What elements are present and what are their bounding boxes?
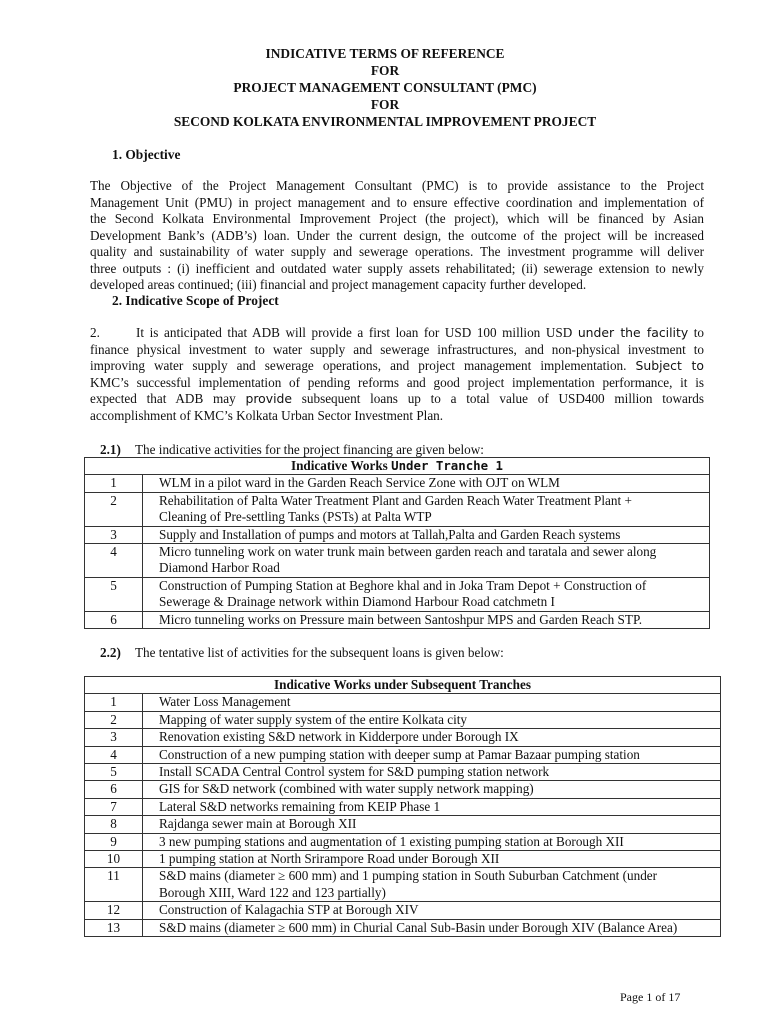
- paragraph-line: Development Bank’s (ADB’s) loan. Under the current design, the outcome of the project will be increased: [90, 227, 704, 243]
- title-line: SECOND KOLKATA ENVIRONMENTAL IMPROVEMENT PROJECT: [173, 114, 597, 129]
- table-1-caption: [100, 442, 484, 458]
- text-run: improving water supply and sewerage operations, and project management implementation.: [90, 358, 636, 373]
- description-line: Mapping of water supply system of the entire Kolkata city: [159, 711, 468, 727]
- title-line: FOR: [370, 97, 400, 112]
- description-line: WLM in a pilot ward in the Garden Reach Service Zone with OJT on WLM: [159, 475, 560, 491]
- row-number: 12: [85, 902, 143, 919]
- paragraph-line: three outputs : (i) inefficient and outdated water supply assets rehabilitated; (ii) sewerage extension to newly: [90, 260, 704, 276]
- paragraph-line: Management Unit (PMU) in project management and to ensure effective coordination and implementation of: [90, 194, 704, 210]
- description-line: Supply and Installation of pumps and motors at Tallah,Palta and Garden Reach systems: [159, 526, 621, 542]
- row-number: 11: [85, 868, 143, 902]
- table-row: [85, 729, 721, 746]
- description-line: S&D mains (diameter ≥ 600 mm) and 1 pumping station in South Suburban Catchment (under: [159, 868, 658, 884]
- table-row: [85, 868, 721, 902]
- section-2-heading: 2. Indicative Scope of Project: [112, 293, 279, 308]
- table-row: [85, 526, 710, 543]
- row-number: 4: [85, 746, 143, 763]
- row-description: [143, 746, 721, 763]
- section-1-heading: 1. Objective: [112, 147, 181, 162]
- text-run: expected that ADB may: [90, 391, 246, 406]
- table-row: [85, 746, 721, 763]
- table-row: [85, 611, 710, 628]
- table-header-row: [85, 458, 710, 475]
- description-line: Micro tunneling works on Pressure main between Santoshpur MPS and Garden Reach STP.: [159, 611, 643, 627]
- description-line: S&D mains (diameter ≥ 600 mm) in Churial Canal Sub-Basin under Borough XIV (Balance Area): [159, 919, 678, 935]
- row-number: 2: [85, 492, 143, 526]
- row-number: 6: [85, 781, 143, 798]
- table-row: [85, 781, 721, 798]
- row-number: 10: [85, 851, 143, 868]
- description-line: 1 pumping station at North Srirampore Road under Borough XII: [159, 851, 500, 867]
- table-body: [85, 475, 710, 629]
- caption-number: 2.2): [100, 645, 121, 660]
- row-description: [143, 764, 721, 781]
- row-number: 5: [85, 577, 143, 611]
- row-number: 3: [85, 526, 143, 543]
- page-number: Page 1 of 17: [620, 990, 681, 1004]
- row-description: [143, 577, 710, 611]
- description-line: Construction of Pumping Station at Beghore khal and in Joka Tram Depot + Construction of: [159, 577, 647, 593]
- row-description: [143, 798, 721, 815]
- table-row: [85, 902, 721, 919]
- table-body: [85, 694, 721, 937]
- title-line: INDICATIVE TERMS OF REFERENCE: [265, 46, 505, 61]
- table-row: [85, 711, 721, 728]
- row-number: 8: [85, 816, 143, 833]
- paragraph-line: [90, 325, 704, 342]
- row-number: 7: [85, 798, 143, 815]
- text-run: to: [688, 325, 704, 340]
- description-line: Install SCADA Central Control system for S&D pumping station network: [159, 764, 550, 780]
- row-description: [143, 833, 721, 850]
- table-row: [85, 492, 710, 526]
- row-description: [143, 544, 710, 578]
- row-description: [143, 919, 721, 936]
- description-line: Water Loss Management: [159, 694, 291, 710]
- row-description: [143, 868, 721, 902]
- table-row: [85, 764, 721, 781]
- paragraph-line: The Objective of the Project Management Consultant (PMC) is to provide assistance to the Project: [90, 178, 704, 193]
- description-line: Renovation existing S&D network in Kidderpore under Borough IX: [159, 729, 519, 745]
- paragraph-line: quality and sustainability of water supply and sewerage operations. The investment programme will deliver: [90, 244, 704, 259]
- objective-paragraph: [90, 178, 704, 294]
- paragraph-number: 2.: [90, 325, 100, 340]
- table-row: [85, 475, 710, 492]
- description-line: Cleaning of Pre-settling Tanks (PSTs) at Palta WTP: [159, 509, 432, 525]
- paragraph-line: KMC’s successful implementation of pending reforms and good project implementation performance, it is: [90, 374, 704, 390]
- description-line: Lateral S&D networks remaining from KEIP Phase 1: [159, 798, 441, 814]
- paragraph-line: accomplishment of KMC’s Kolkata Urban Sector Investment Plan.: [90, 407, 444, 423]
- description-line: Borough XIII, Ward 122 and 123 partially): [159, 884, 386, 900]
- table-row: [85, 833, 721, 850]
- table-header: [85, 458, 710, 475]
- row-number: 1: [85, 475, 143, 492]
- description-line: Rehabilitation of Palta Water Treatment Plant and Garden Reach Water Treatment Plant +: [159, 492, 632, 508]
- table-row: [85, 577, 710, 611]
- row-description: [143, 816, 721, 833]
- row-number: 13: [85, 919, 143, 936]
- caption-text: The indicative activities for the project financing are given below:: [135, 442, 484, 457]
- text-run: It is anticipated that ADB will provide a first loan for USD 100 million USD: [136, 325, 578, 340]
- table-2-caption: [100, 645, 504, 661]
- row-description: [143, 781, 721, 798]
- row-description: [143, 611, 710, 628]
- table-row: [85, 798, 721, 815]
- row-number: 9: [85, 833, 143, 850]
- description-line: Rajdanga sewer main at Borough XII: [159, 816, 357, 832]
- title-line: FOR: [370, 63, 400, 78]
- row-number: 1: [85, 694, 143, 711]
- title-line: PROJECT MANAGEMENT CONSULTANT (PMC): [233, 80, 537, 95]
- subsequent-tranches-table: [84, 676, 721, 937]
- table-header-row: [85, 677, 721, 694]
- paragraph-line: [90, 358, 704, 375]
- caption-number: 2.1): [100, 442, 121, 457]
- description-line: GIS for S&D network (combined with water supply network mapping): [159, 781, 534, 797]
- table-row: [85, 851, 721, 868]
- text-run: subsequent loans up to a total value of USD400 million towards: [292, 391, 704, 406]
- table-row: [85, 919, 721, 936]
- description-line: Diamond Harbor Road: [159, 560, 280, 576]
- row-description: [143, 492, 710, 526]
- text-run: Subject to: [635, 358, 705, 373]
- table-header: Indicative Works under Subsequent Tranches: [85, 677, 721, 694]
- row-number: 5: [85, 764, 143, 781]
- description-line: 3 new pumping stations and augmentation of 1 existing pumping station at Borough XII: [159, 833, 624, 849]
- description-line: Construction of Kalagachia STP at Borough XIV: [159, 902, 419, 918]
- text-run: provide: [245, 391, 292, 406]
- row-description: [143, 851, 721, 868]
- document-title: [0, 45, 770, 130]
- paragraph-line: developed areas continued; (iii) financial and project management capacity further developed.: [90, 277, 587, 292]
- row-number: 6: [85, 611, 143, 628]
- row-description: [143, 902, 721, 919]
- paragraph-line: [90, 391, 704, 408]
- table-row: [85, 694, 721, 711]
- paragraph-line: the Second Kolkata Environmental Improvement Project (the project), which will be financed by Asian: [90, 211, 704, 226]
- row-description: [143, 694, 721, 711]
- description-line: Construction of a new pumping station with deeper sump at Pamar Bazaar pumping station: [159, 746, 640, 762]
- scope-paragraph: [90, 325, 704, 424]
- row-description: [143, 475, 710, 492]
- row-description: [143, 526, 710, 543]
- row-number: 4: [85, 544, 143, 578]
- row-number: 2: [85, 711, 143, 728]
- header-text: Indicative Works: [290, 458, 392, 473]
- row-description: [143, 711, 721, 728]
- table-row: [85, 816, 721, 833]
- description-line: Micro tunneling work on water trunk main between garden reach and taratala and sewer along: [159, 544, 657, 560]
- row-number: 3: [85, 729, 143, 746]
- description-line: Sewerage & Drainage network within Diamond Harbour Road catchmetn I: [159, 594, 555, 610]
- row-description: [143, 729, 721, 746]
- paragraph-line: finance physical investment to water supply and sewerage infrastructures, and non-physical investment to: [90, 341, 704, 357]
- table-row: [85, 544, 710, 578]
- tranche-1-table: [84, 457, 710, 629]
- header-text: Under Tranche 1: [391, 458, 504, 473]
- caption-text: The tentative list of activities for the subsequent loans is given below:: [135, 645, 504, 660]
- text-run: under the facility: [577, 325, 689, 340]
